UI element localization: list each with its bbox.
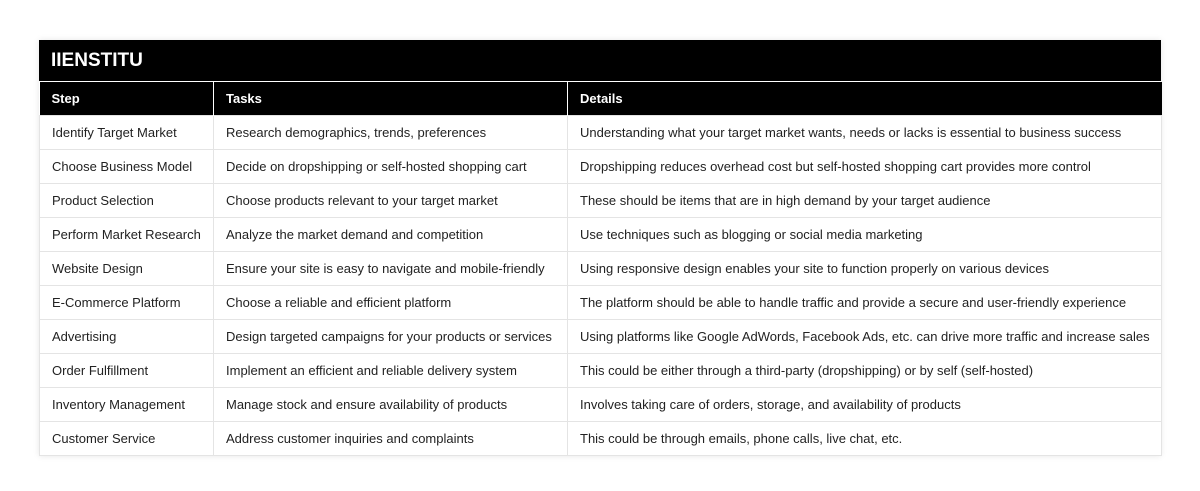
step-cell: E-Commerce Platform — [40, 286, 214, 320]
table-row — [40, 252, 1162, 286]
step-cell: Advertising — [40, 320, 214, 354]
tasks-cell: Implement an efficient and reliable delivery system — [214, 354, 568, 388]
table-title: IIENSTITU — [39, 40, 1161, 82]
table-row — [40, 388, 1162, 422]
step-cell: Inventory Management — [40, 388, 214, 422]
column-header-details: Details — [568, 82, 1162, 116]
table-row — [40, 354, 1162, 388]
details-cell: These should be items that are in high demand by your target audience — [568, 184, 1162, 218]
tasks-cell: Manage stock and ensure availability of products — [214, 388, 568, 422]
header-row — [40, 82, 1162, 116]
details-cell: Using responsive design enables your site to function properly on various devices — [568, 252, 1162, 286]
tasks-cell: Design targeted campaigns for your products or services — [214, 320, 568, 354]
table-row — [40, 320, 1162, 354]
table-row — [40, 184, 1162, 218]
tasks-cell: Choose products relevant to your target market — [214, 184, 568, 218]
table-row — [40, 116, 1162, 150]
details-cell: Dropshipping reduces overhead cost but self-hosted shopping cart provides more control — [568, 150, 1162, 184]
step-cell: Choose Business Model — [40, 150, 214, 184]
details-cell: Use techniques such as blogging or social media marketing — [568, 218, 1162, 252]
step-cell: Website Design — [40, 252, 214, 286]
details-cell: Using platforms like Google AdWords, Facebook Ads, etc. can drive more traffic and increase sales — [568, 320, 1162, 354]
step-cell: Perform Market Research — [40, 218, 214, 252]
step-cell: Identify Target Market — [40, 116, 214, 150]
steps-table-container — [39, 40, 1161, 456]
details-cell: The platform should be able to handle traffic and provide a secure and user-friendly experience — [568, 286, 1162, 320]
details-cell: This could be either through a third-party (dropshipping) or by self (self-hosted) — [568, 354, 1162, 388]
details-cell: Understanding what your target market wants, needs or lacks is essential to business success — [568, 116, 1162, 150]
table-row — [40, 218, 1162, 252]
steps-table — [39, 82, 1162, 456]
table-row — [40, 286, 1162, 320]
table-row — [40, 422, 1162, 456]
table-row — [40, 150, 1162, 184]
details-cell: This could be through emails, phone calls, live chat, etc. — [568, 422, 1162, 456]
step-cell: Order Fulfillment — [40, 354, 214, 388]
tasks-cell: Address customer inquiries and complaints — [214, 422, 568, 456]
step-cell: Product Selection — [40, 184, 214, 218]
tasks-cell: Decide on dropshipping or self-hosted shopping cart — [214, 150, 568, 184]
column-header-step: Step — [40, 82, 214, 116]
tasks-cell: Analyze the market demand and competition — [214, 218, 568, 252]
column-header-tasks: Tasks — [214, 82, 568, 116]
details-cell: Involves taking care of orders, storage, and availability of products — [568, 388, 1162, 422]
tasks-cell: Choose a reliable and efficient platform — [214, 286, 568, 320]
tasks-cell: Ensure your site is easy to navigate and mobile-friendly — [214, 252, 568, 286]
tasks-cell: Research demographics, trends, preferences — [214, 116, 568, 150]
step-cell: Customer Service — [40, 422, 214, 456]
